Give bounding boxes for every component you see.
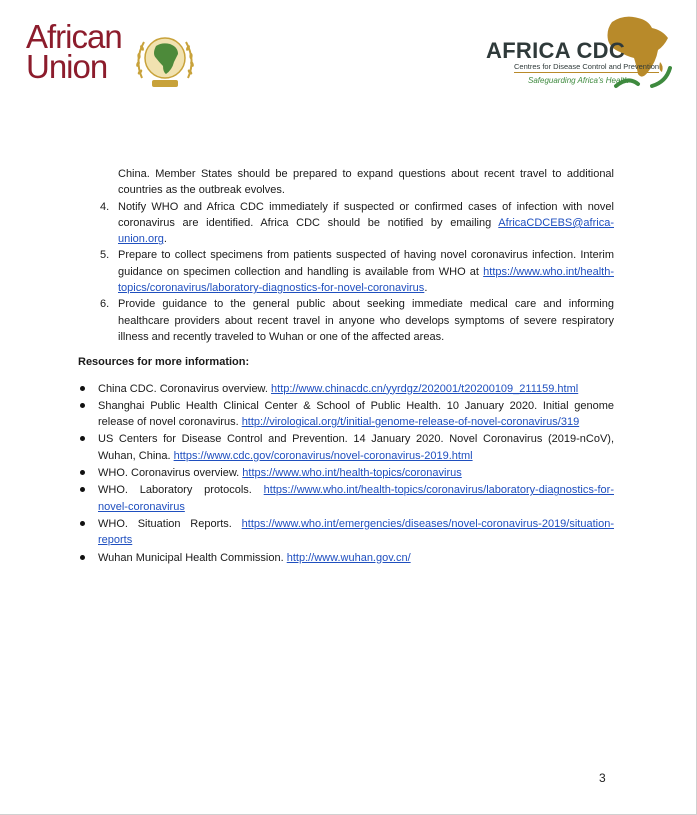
email-link[interactable]: AfricaCDCEBS@africa-union.org — [118, 216, 614, 246]
bullet-icon — [80, 403, 85, 408]
item-text: Notify WHO and Africa CDC immediately if suspected or confirmed cases of infection with novel coronavirus are identified. Africa CDC should be notified by emailing — [118, 200, 614, 229]
list-item — [78, 398, 614, 431]
resource-text: WHO. Situation Reports. — [98, 517, 242, 530]
numbered-item-5 — [78, 247, 614, 296]
cdc-title: AFRICA CDC — [486, 38, 626, 63]
document-body — [78, 166, 614, 567]
bullet-icon — [80, 487, 85, 492]
bullet-icon — [80, 436, 85, 441]
cdc-subtitle: Centres for Disease Control and Prevention — [514, 62, 660, 71]
numbered-item-4 — [78, 199, 614, 248]
resource-text: China CDC. Coronavirus overview. — [98, 382, 272, 395]
resource-link[interactable]: https://www.who.int/health-topics/coronavirus — [242, 467, 462, 480]
resource-link[interactable]: http://virological.org/t/initial-genome-release-of-novel-coronavirus/319 — [241, 416, 580, 429]
resource-link[interactable]: http://www.wuhan.gov.cn/ — [286, 551, 411, 564]
item-number: 5. — [100, 249, 110, 262]
list-item — [78, 482, 614, 515]
list-item — [78, 550, 614, 566]
african-union-logo — [26, 18, 196, 88]
bullet-icon — [80, 470, 85, 475]
resource-text: WHO. Laboratory protocols. — [98, 484, 264, 497]
item-text: Provide guidance to the general public about seeking immediate medical care and informing healthcare providers about recent travel in anyone who develops symptoms of severe respiratory illness and recently traveled to Wuhan or one of the affected areas. — [118, 298, 614, 343]
numbered-item-6 — [78, 296, 614, 345]
resource-link[interactable]: https://www.who.int/health-topics/coronavirus/laboratory-diagnostics-for-novel-coronavirus — [98, 484, 614, 513]
resources-list — [78, 381, 614, 566]
resource-text: Shanghai Public Health Clinical Center & School of Public Health. 10 January 2020. Initial genome release of novel coronavirus. — [98, 399, 614, 429]
au-line2: Union — [26, 48, 108, 85]
item-number: 4. — [100, 200, 110, 213]
resource-link[interactable]: https://www.cdc.gov/coronavirus/novel-coronavirus-2019.html — [173, 449, 473, 462]
item-punct: . — [163, 233, 167, 246]
who-lab-guidance-link[interactable]: https://www.who.int/health-topics/coronavirus/laboratory-diagnostics-for-novel-coronavirus — [118, 265, 614, 295]
au-wordmark — [26, 18, 122, 85]
resource-link[interactable]: https://www.who.int/emergencies/diseases/novel-coronavirus-2019/situation-reports — [98, 517, 614, 547]
resource-text: WHO. Coronavirus overview. — [98, 467, 243, 480]
au-emblem-icon — [132, 28, 198, 90]
africa-cdc-logo — [486, 12, 676, 92]
item-text: Prepare to collect specimens from patients suspected of having novel coronavirus infection. Interim guidance on specimen collection and handling is available from WHO at — [118, 249, 614, 278]
list-item — [78, 516, 614, 549]
au-line1: African — [26, 18, 122, 55]
list-item — [78, 431, 614, 464]
list-item — [78, 465, 614, 481]
cdc-tagline: Safeguarding Africa's Health — [528, 76, 629, 85]
list-item — [78, 381, 614, 397]
resource-text: US Centers for Disease Control and Prevention. 14 January 2020. Novel Coronavirus (2019-nCoV), Wuhan, China. — [98, 433, 614, 462]
bullet-icon — [80, 555, 85, 560]
bullet-icon — [80, 386, 85, 391]
resources-heading: Resources for more information: — [78, 356, 250, 369]
resource-text: Wuhan Municipal Health Commission. — [98, 551, 287, 564]
resource-link[interactable]: http://www.chinacdc.cn/yyrdgz/202001/t20200109_211159.html — [271, 382, 579, 395]
item-punct: . — [424, 282, 428, 295]
item-number: 6. — [100, 298, 110, 311]
page-number: 3 — [599, 771, 606, 785]
bullet-icon — [80, 521, 85, 526]
continuation-paragraph: China. Member States should be prepared to expand questions about recent travel to additional countries as the outbreak evolves. — [118, 168, 614, 197]
